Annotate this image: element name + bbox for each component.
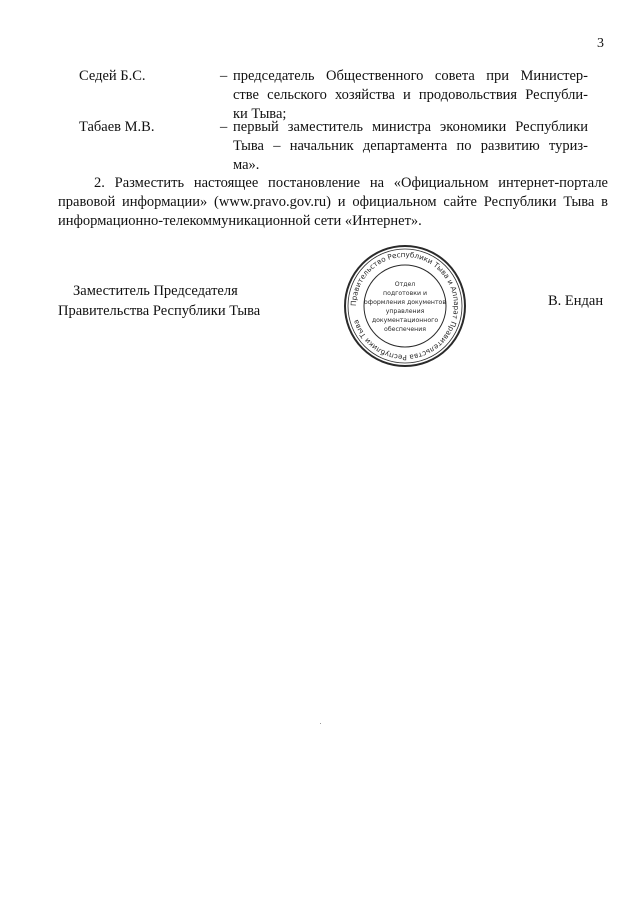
paragraph-line: 2. Разместить настоящее постановление на «Официальном интернет-портале <box>94 175 608 191</box>
member-description-line: ки Тыва; <box>233 106 287 122</box>
member-description <box>233 67 588 124</box>
scan-speck <box>320 723 321 724</box>
member-description-line: стве сельского хозяйства и продовольствия Республи- <box>233 87 588 103</box>
member-name: Табаев М.В. <box>79 119 155 135</box>
member-dash: – <box>220 119 228 135</box>
paragraph-line: правовой информации» (www.pravo.gov.ru) и официальном сайте Республики Тыва в <box>58 194 608 210</box>
official-seal-stamp <box>343 244 467 368</box>
seal-inner-line: подготовки и <box>383 290 427 297</box>
member-description-line: председатель Общественного совета при Министер- <box>233 68 588 84</box>
seal-inner-line: обеспечения <box>384 326 426 333</box>
signer-name: В. Ендан <box>548 293 604 309</box>
seal-inner-line: Отдел <box>394 281 416 288</box>
paragraph-publication <box>58 174 608 231</box>
signer-position-line: Заместитель Председателя <box>73 283 238 299</box>
member-name: Седей Б.С. <box>79 68 146 84</box>
signer-position-line: Правительства Республики Тыва <box>58 303 261 319</box>
seal-inner-line: управления <box>385 308 425 315</box>
member-description <box>233 118 588 175</box>
member-description-line: ма». <box>233 157 260 173</box>
member-dash: – <box>220 68 228 84</box>
seal-outer-text: Правительство Республики Тыва и Аппарат Правительства Республики Тыва <box>348 249 462 363</box>
seal-inner-line: оформления документов <box>364 299 446 306</box>
seal-inner-line: документационного <box>371 317 439 324</box>
paragraph-line: информационно-телекоммуникационной сети «Интернет». <box>58 213 422 229</box>
signer-position <box>58 281 260 321</box>
page-number: 3 <box>597 36 604 51</box>
member-description-line: Тыва – начальник департамента по развитию туриз- <box>233 138 588 154</box>
member-description-line: первый заместитель министра экономики Республики <box>233 119 588 135</box>
